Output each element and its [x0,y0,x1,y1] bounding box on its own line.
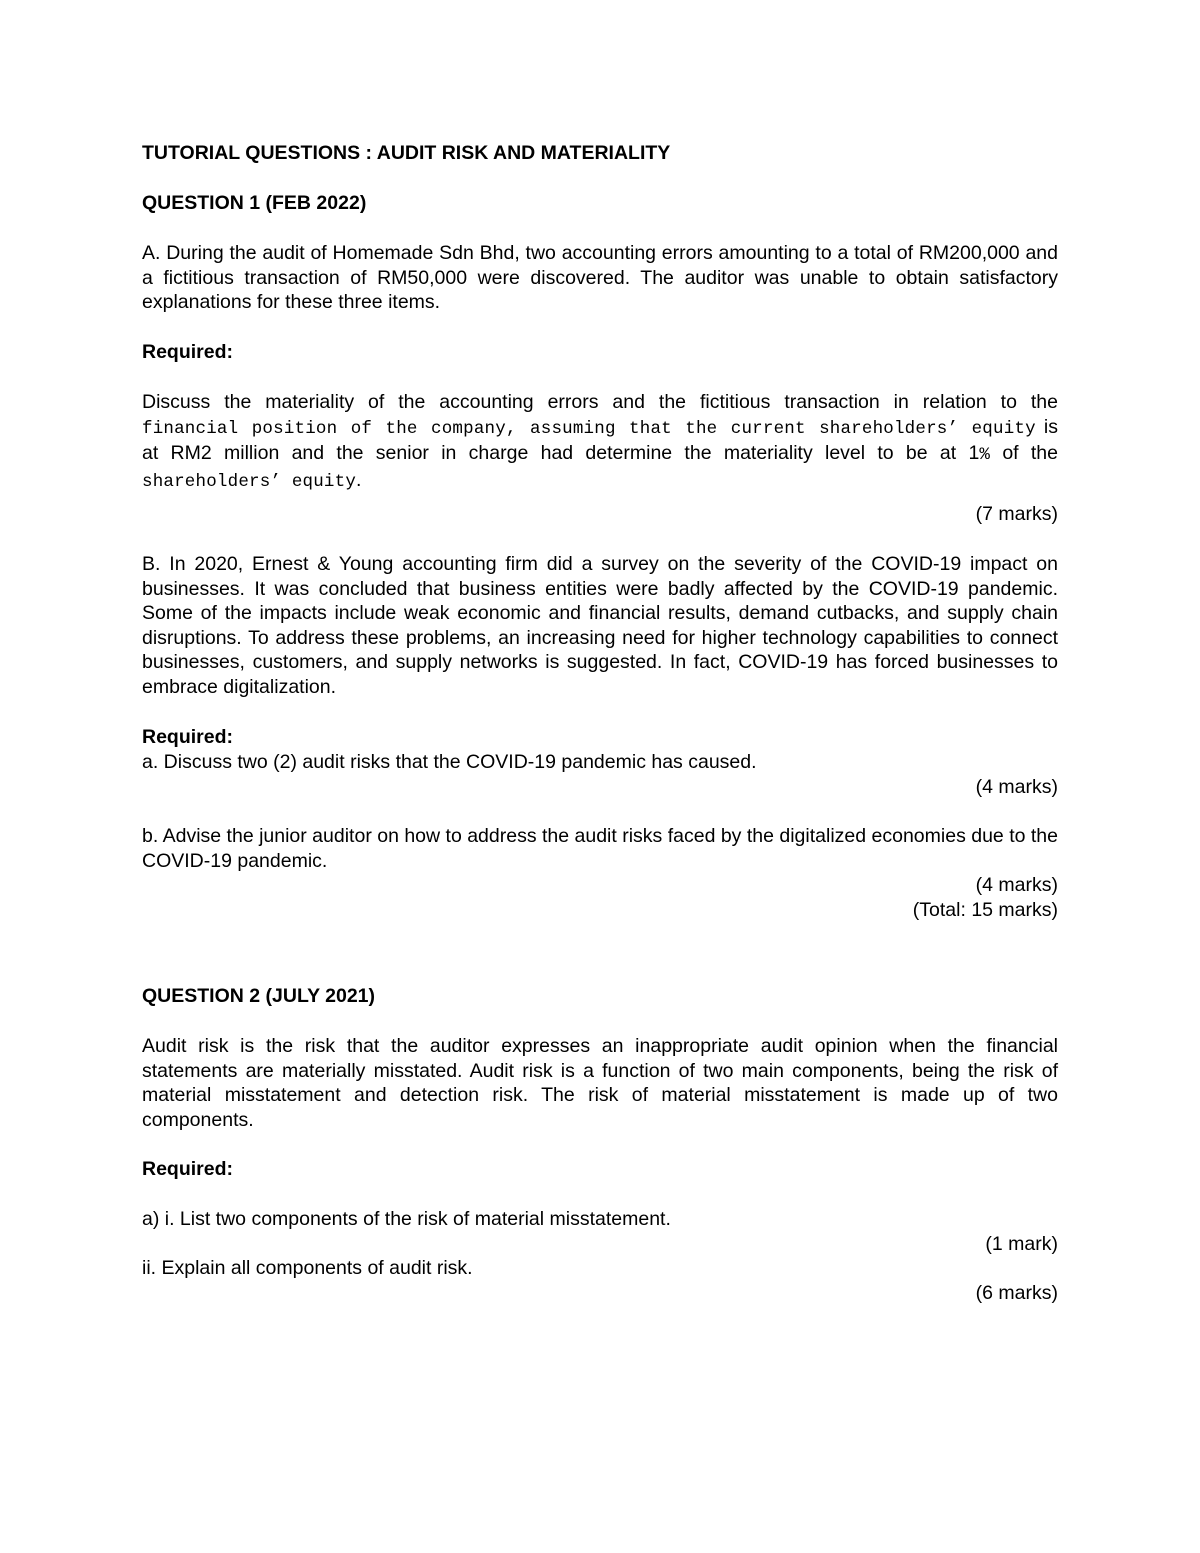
question-1-part-a-text: A. During the audit of Homemade Sdn Bhd, two accounting errors amounting to a total of RM200,000 and a fictitious transaction of RM50,000 were discovered. The auditor was unable to obtain satisfactory explanations for these three items. [142,242,1058,313]
task-a-line-4: shareholders’ equity. [142,468,362,492]
question-1-part-b-text: B. In 2020, Ernest & Young accounting firm did a survey on the severity of the COVID-19 impact on businesses. It was concluded that business entities were badly affected by the COVID-19 pandemic. Some of the impacts include weak economic and financial results, demand cutbacks, and supply chain disruptions. To address these problems, an increasing need for higher technology capabilities to connect businesses, customers, and supply networks is suggested. In fact, COVID-19 has forced businesses to embrace digitalization. [142,553,1058,698]
question-1-task-a [142,390,1058,494]
question-1-heading: QUESTION 1 (FEB 2022) [142,192,367,214]
required-label: Required: [142,1158,234,1180]
question-2-heading: QUESTION 2 (JULY 2021) [142,985,376,1007]
question-1-task-b-b: b. Advise the junior auditor on how to address the audit risks faced by the digitalized economies due to the COVID-19 pandemic. [142,825,1058,872]
document-title: TUTORIAL QUESTIONS : AUDIT RISK AND MATERIALITY [142,142,671,164]
required-label: Required: [142,726,234,748]
question-2-task-a-i: a) i. List two components of the risk of material misstatement. [142,1208,671,1230]
question-2-task-a-ii: ii. Explain all components of audit risk. [142,1257,473,1279]
total-marks: (Total: 15 marks) [912,899,1058,921]
task-a-line-1: Discuss the materiality of the accounting errors and the fictitious transaction in relation to the [142,391,1058,413]
question-2-intro-text: Audit risk is the risk that the auditor expresses an inappropriate audit opinion when the financial statements are materially misstated. Audit risk is a function of two main components, being the risk of material misstatement and detection risk. The risk of material misstatement is made up of two components. [142,1035,1058,1131]
marks-4: (4 marks) [975,874,1058,896]
marks-4: (4 marks) [975,776,1058,798]
marks-6: (6 marks) [975,1282,1058,1304]
required-label: Required: [142,341,234,363]
task-a-line-3: at RM2 million and the senior in charge had determine the materiality level to be at 1% of the [142,442,1058,465]
marks-7: (7 marks) [975,503,1058,525]
marks-1: (1 mark) [985,1233,1058,1255]
question-1-task-b-a: a. Discuss two (2) audit risks that the COVID-19 pandemic has caused. [142,751,757,773]
task-a-line-2: financial position of the company, assuming that the current shareholders’ equity is [142,415,1059,439]
